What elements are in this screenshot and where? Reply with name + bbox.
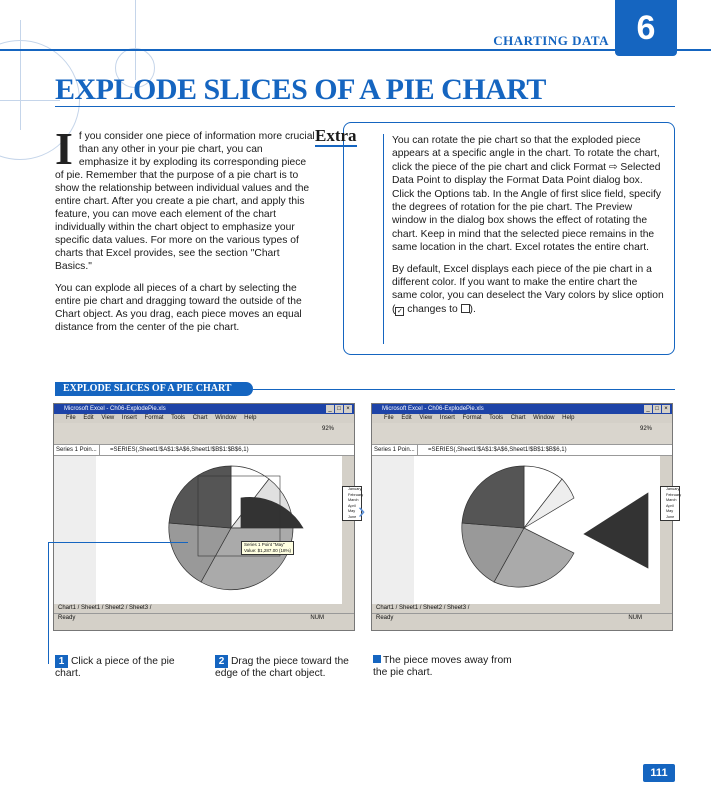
step-1-number: 1: [55, 655, 68, 668]
checked-checkbox-icon: ✓: [397, 307, 403, 315]
tooltip-line-2: Value: $1,287.00 (18%): [244, 548, 291, 553]
extra-p2-b: changes to: [404, 303, 461, 315]
menu-bar[interactable]: File Edit View Insert Format Tools Chart Window Help: [384, 415, 575, 421]
callout-line-vertical: [48, 542, 49, 664]
pie-slice-june: [169, 466, 231, 528]
window-buttons: [326, 405, 352, 413]
step-2-number: 2: [215, 655, 228, 668]
intro-text: [55, 123, 315, 343]
maximize-icon[interactable]: □: [653, 405, 661, 413]
status-bar: [372, 613, 672, 621]
name-box[interactable]: Series 1 Poin...: [374, 445, 418, 456]
legend-item: May: [666, 509, 674, 513]
intro-paragraph-1-text: f you consider one piece of information more crucial than any other in your pie chart, you can emphasize it by exploding its corresponding piece of pie. Remember that the purpose of a pie chart is to show the relationship between individual values and the entire chart. After you create a pie chart, and apply this feature, you can move each element of the chart individually within the chart object to emphasize your specific data values. For more on the various types of charts that Excel provides, see the section "Chart Basics.": [55, 131, 315, 272]
page-number: 111: [643, 764, 675, 782]
pie-slice-june: [462, 466, 524, 528]
formula-bar: [372, 445, 672, 456]
status-left: Ready: [376, 615, 394, 621]
legend-item: January: [348, 487, 362, 491]
result-bullet-icon: [373, 655, 381, 663]
legend-item: February: [666, 492, 682, 497]
pie-slice-may-selected: [241, 497, 303, 528]
legend-item: June: [348, 514, 357, 519]
pie-chart-2[interactable]: [414, 456, 662, 604]
legend-item: March: [348, 498, 359, 502]
excel-titlebar: [54, 404, 354, 414]
result-caption: [373, 655, 513, 679]
zoom-value[interactable]: 92%: [321, 426, 334, 432]
decor-line-v2: [135, 0, 136, 80]
header-rule: [0, 49, 711, 51]
menu-bar[interactable]: File Edit View Insert Format Tools Chart Window Help: [66, 415, 257, 421]
status-right: NUM: [628, 615, 642, 621]
extra-paragraph-2: [392, 263, 664, 317]
excel-titlebar: [372, 404, 672, 414]
minimize-icon[interactable]: _: [644, 405, 652, 413]
extra-text: [392, 134, 664, 324]
extra-tag-text: Extra: [315, 126, 357, 145]
chapter-number-badge: 6: [615, 0, 677, 56]
status-right: NUM: [310, 615, 324, 621]
tooltip-line-1: Series 1 Point "May": [244, 542, 285, 547]
close-icon[interactable]: ×: [662, 405, 670, 413]
section-band: EXPLODE SLICES OF A PIE CHART: [55, 382, 253, 396]
chapter-label: CHARTING DATA: [493, 33, 609, 48]
legend-item: March: [666, 498, 677, 502]
sheet-tabs[interactable]: Chart1 / Sheet1 / Sheet2 / Sheet3 /: [372, 604, 672, 613]
extra-p2-c: ).: [469, 303, 476, 315]
intro-paragraph-1: [55, 123, 315, 273]
close-icon[interactable]: ×: [344, 405, 352, 413]
maximize-icon[interactable]: □: [335, 405, 343, 413]
chart-legend[interactable]: [660, 486, 680, 521]
step-2-caption: [215, 655, 355, 680]
unchecked-checkbox-icon: [461, 304, 470, 313]
extra-paragraph-1: You can rotate the pie chart so that the exploded piece appears at a specific angle in the chart. To rotate the chart, click the piece of the pie chart and click Format ⇨ Selected Data Point to display the Format Data Point dialog box. Click the Options tab. In the Angle of first slice field, specify the degrees of rotation for the pie chart. The Preview window in the dialog box shows the effect of rotating the chart. Keep in mind that the selected piece remains in the same location in the chart. Excel rotates the entire chart.: [392, 135, 661, 254]
name-box[interactable]: Series 1 Poin...: [56, 445, 100, 456]
status-bar: [54, 613, 354, 621]
section-band-rule: [253, 389, 675, 390]
step-2-text: Drag the piece toward the edge of the chart object.: [215, 656, 349, 679]
status-left: Ready: [58, 615, 76, 621]
legend-item: February: [348, 492, 364, 497]
chart-area[interactable]: [372, 456, 682, 604]
callout-line-horizontal: [48, 542, 188, 543]
extra-p2-a: By default, Excel displays each piece of the pie chart in a different color. If you want to make the entire chart the same color, you can deselect the Vary colors by slice option (: [392, 263, 664, 315]
window-buttons: [644, 405, 670, 413]
screenshot-1: [53, 403, 364, 631]
step-1-caption: [55, 655, 195, 680]
legend-item: June: [666, 514, 675, 519]
title-rule: [55, 106, 675, 107]
toolbar: [372, 423, 672, 445]
extra-bar: [383, 134, 384, 344]
pie-chart-1[interactable]: [96, 456, 344, 604]
window-title: Microsoft Excel - Ch06-ExplodePie.xls: [382, 406, 484, 412]
legend-item: May: [348, 509, 356, 513]
formula-text[interactable]: =SERIES(,Sheet1!$A$1:$A$6,Sheet1!$B$1:$B$6,1): [110, 447, 249, 453]
legend-item: April: [348, 503, 356, 508]
toolbar: [54, 423, 354, 445]
minimize-icon[interactable]: _: [326, 405, 334, 413]
decor-line-v: [20, 20, 21, 130]
formula-bar: [54, 445, 354, 456]
decor-line-h: [0, 100, 60, 101]
screenshot-2: [371, 403, 682, 631]
legend-item: April: [666, 503, 674, 508]
step-1-text: Click a piece of the pie chart.: [55, 656, 175, 679]
formula-text[interactable]: =SERIES(,Sheet1!$A$1:$A$6,Sheet1!$B$1:$B$6,1): [428, 447, 567, 453]
result-text: The piece moves away from the pie chart.: [373, 655, 512, 678]
zoom-value[interactable]: 92%: [639, 426, 652, 432]
legend-item: January: [666, 487, 680, 491]
drop-cap: I: [55, 123, 73, 174]
extra-tag: [315, 126, 357, 146]
next-arrow-icon: ›: [358, 498, 366, 523]
window-title: Microsoft Excel - Ch06-ExplodePie.xls: [64, 406, 166, 412]
page-title: EXPLODE SLICES OF A PIE CHART: [55, 73, 546, 106]
sheet-tabs[interactable]: Chart1 / Sheet1 / Sheet2 / Sheet3 /: [54, 604, 354, 613]
intro-paragraph-2: You can explode all pieces of a chart by selecting the entire pie chart and dragging toward the outside of the Chart object. As you drag, each piece moves an equal distance from the center of the pie chart.: [55, 283, 302, 333]
chart-area[interactable]: [54, 456, 364, 604]
pie-slice-may-exploded: [584, 493, 648, 568]
chart-tooltip: [241, 541, 294, 555]
